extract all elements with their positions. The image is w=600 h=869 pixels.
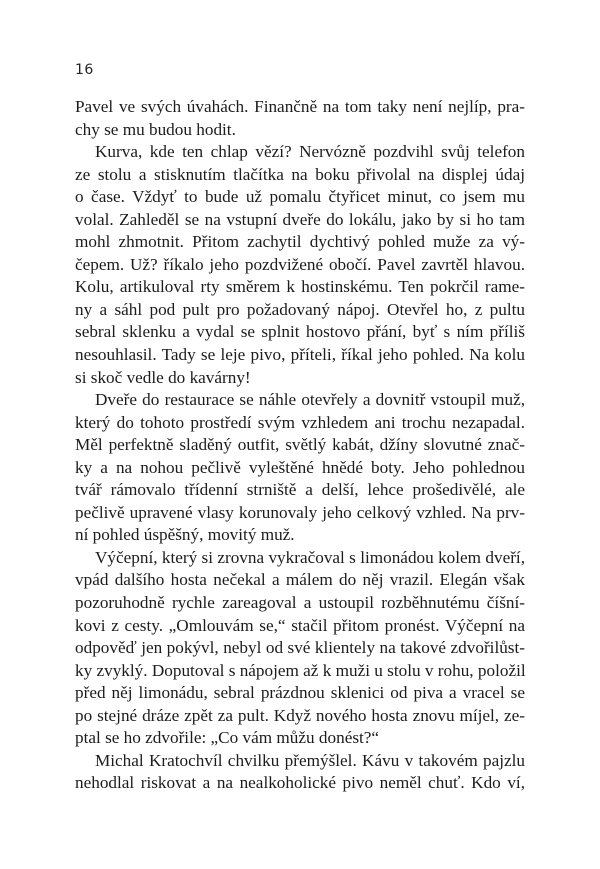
text-line: ní pohled úspěšný, movitý muž. xyxy=(75,525,295,545)
text-line: čepem. Už? říkalo jeho pozdvižené obočí. Pavel zavrtěl hlavou. xyxy=(75,254,525,274)
text-line: o čase. Vždyť to bude už pomalu čtyřicet minut, co jsem mu xyxy=(75,187,525,207)
text-line: Dveře do restaurace se náhle otevřely a dovnitř vstoupil muž, xyxy=(95,390,525,410)
text-line: odpověď jen pokývl, nebyl od své klientely na takové zdvořilůst- xyxy=(75,638,525,658)
text-line: ky zvyklý. Doputoval s nápojem až k muži u stolu v rohu, položil xyxy=(75,660,526,680)
text-line: Kurva, kde ten chlap vězí? Nervózně pozdvihl svůj telefon xyxy=(95,142,525,162)
text-line: Kolu, artikuloval rty směrem k hostinskému. Ten pokrčil rame- xyxy=(75,277,525,297)
text-line: nehodlal riskovat a na nealkoholické pivo neměl chuť. Kdo ví, xyxy=(75,773,525,793)
body-text xyxy=(75,96,525,795)
text-line: Měl perfektně sladěný outfit, světlý kabát, džíny slovutné znač- xyxy=(75,435,525,455)
text-line: pečlivě upravené vlasy korunovaly jeho celkový vzhled. Na prv- xyxy=(75,502,525,522)
text-line: vpád dalšího hosta nečekal a málem do něj vrazil. Elegán však xyxy=(75,570,525,590)
text-line: Výčepní, který si zrovna vykračoval s limonádou kolem dveří, xyxy=(95,547,525,567)
text-line: volal. Zahleděl se na vstupní dveře do lokálu, jako by si ho tam xyxy=(75,209,525,229)
text-line: ky a na nohou pečlivě vyleštěné hnědé boty. Jeho pohlednou xyxy=(75,457,525,477)
text-line: Pavel ve svých úvahách. Finančně na tom taky není nejlíp, pra- xyxy=(75,97,525,116)
text-line: před něj limonádu, sebral prázdnou sklenici od piva a vracel se xyxy=(75,683,525,703)
text-line: po stejné dráze zpět za pult. Když nového hosta znovu míjel, ze- xyxy=(75,705,525,725)
text-line: mohl zhmotnit. Přitom zachytil dychtivý pohled muže za vý- xyxy=(75,232,525,252)
text-line: sebral sklenku a vydal se splnit hostovo přání, byť s ním příliš xyxy=(75,322,525,342)
text-line: si skoč vedle do kavárny! xyxy=(75,367,251,387)
text-line: ny a sáhl pod pult pro požadovaný nápoj. Otevřel ho, z pultu xyxy=(75,299,525,319)
text-line: chy se mu budou hodit. xyxy=(75,119,236,139)
text-line: pozoruhodně rychle zareagoval a ustoupil rozběhnutému číšní- xyxy=(75,593,525,613)
text-line: ze stolu a stisknutím tlačítka na boku přivolal na displej údaj xyxy=(75,164,525,184)
text-line: který do tohoto prostředí svým vzhledem ani trochu nezapadal. xyxy=(75,412,525,432)
text-line: ptal se ho zdvořile: „Co vám můžu donést?“ xyxy=(75,728,380,748)
text-line: Michal Kratochvíl chvilku přemýšlel. Kávu v takovém pajzlu xyxy=(95,750,525,770)
page-number: 16 xyxy=(75,62,94,78)
text-line: nesouhlasil. Tady se leje pivo, příteli, říkal jeho pohled. Na kolu xyxy=(75,345,525,365)
text-line: kovi z cesty. „Omlouvám se,“ stačil přitom pronést. Výčepní na xyxy=(75,615,525,635)
text-line: tvář rámovalo třídenní strniště a delší, lehce prošedivělé, ale xyxy=(75,480,525,500)
